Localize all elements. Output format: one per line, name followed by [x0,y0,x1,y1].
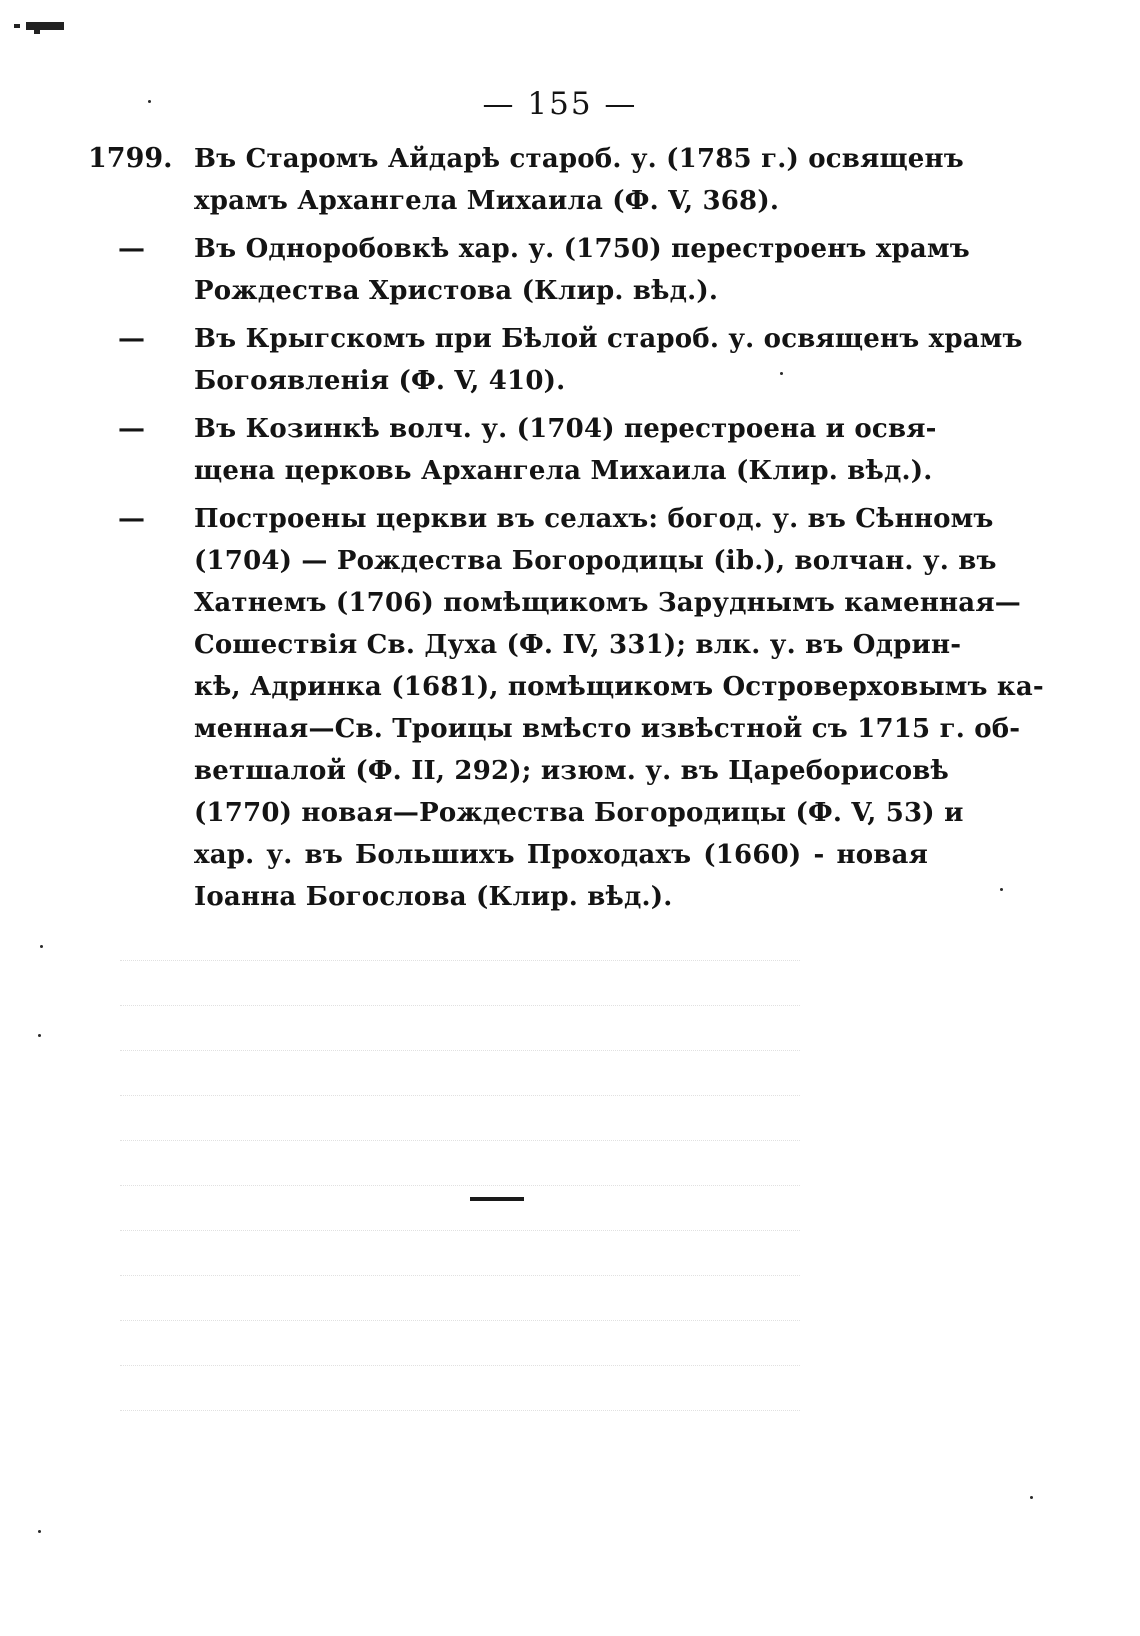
entry-year: 1799. [88,143,173,174]
entry-line: щена церковь Архангела Михаила (Клир. вѣд.). [194,456,933,486]
entry-line: Хатнемъ (1706) помѣщикомъ Заруднымъ каменная— [194,588,1021,618]
entry-line: Богоявленія (Ф. V, 410). [194,366,566,396]
entry-line: Рождества Христова (Клир. вѣд.). [194,276,719,306]
chronicle-entries [88,138,1044,924]
ink-speck [40,945,43,948]
entry-line: храмъ Архангела Михаила (Ф. V, 368). [194,186,780,216]
entry-line: Сошествія Св. Духа (Ф. IV, 331); влк. у. въ Одрин- [194,630,962,660]
entry-1799 [88,138,964,222]
show-through-bleed [120,960,800,1480]
section-divider [470,1197,524,1201]
entry-odnorobovka [88,228,970,312]
ink-speck [1000,888,1003,891]
entry-churches-built [88,498,1044,918]
entry-krygskom [88,318,1023,402]
entry-dash: — [118,413,145,444]
entry-dash: — [118,233,145,264]
entry-line: менная—Св. Троицы вмѣсто извѣстной съ 1715 г. об- [194,714,1021,744]
entry-text [194,498,1044,918]
entry-line: Въ Крыгскомъ при Бѣлой староб. у. освященъ храмъ [194,324,1023,354]
entry-line: Въ Козинкѣ волч. у. (1704) перестроена и освя- [194,414,937,444]
page-number: — 155 — [482,86,638,122]
entry-line: хар. у. въ Большихъ Проходахъ (1660) - новая [194,840,928,870]
entry-dash: — [118,323,145,354]
entry-line: Въ Старомъ Айдарѣ староб. у. (1785 г.) освященъ [194,144,964,174]
entry-text [194,138,964,222]
entry-dash: — [118,503,145,534]
ink-speck [38,1034,41,1037]
entry-text [194,318,1023,402]
entry-text [194,228,970,312]
ink-speck [1030,1496,1033,1499]
entry-line: ветшалой (Ф. II, 292); изюм. у. въ Цареборисовѣ [194,756,950,786]
ink-speck [148,100,151,103]
ink-speck [38,1530,41,1533]
entry-line: Въ Одноробовкѣ хар. у. (1750) перестроенъ храмъ [194,234,970,264]
entry-line: Построены церкви въ селахъ: богод. у. въ Сѣнномъ [194,504,994,534]
entry-line: (1704) — Рождества Богородицы (ib.), волчан. у. въ [194,546,997,576]
ink-speck [780,372,783,375]
corner-ink-mark [14,18,70,34]
entry-line: кѣ, Адринка (1681), помѣщикомъ Островерховымъ ка- [194,672,1044,702]
entry-line: Іоанна Богослова (Клир. вѣд.). [194,882,673,912]
entry-text [194,408,937,492]
entry-kozinka [88,408,937,492]
entry-line: (1770) новая—Рождества Богородицы (Ф. V, 53) и [194,798,964,828]
